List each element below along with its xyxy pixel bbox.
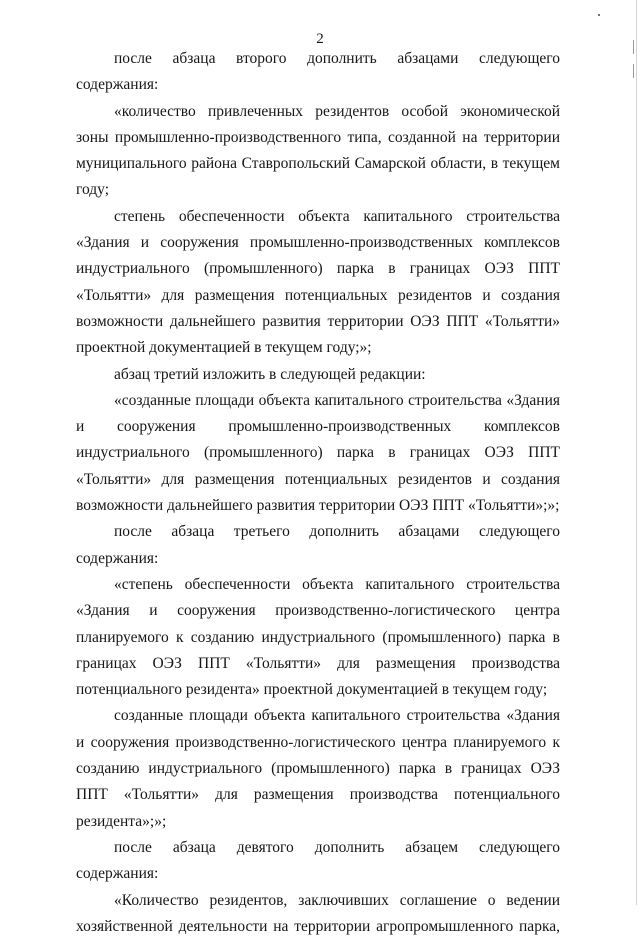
scan-edge-line	[636, 0, 637, 905]
paragraph: «Количество резидентов, заключивших соглашение о ведении хозяйственной деятельности на территории агропромышленного парка,	[76, 888, 560, 940]
paragraph: после абзаца второго дополнить абзацами следующего содержания:	[76, 46, 560, 99]
document-body	[76, 46, 560, 940]
scan-dust-mark	[598, 14, 600, 16]
paragraph: «созданные площади объекта капитального строительства «Здания и сооружения промышленно-производственных комплексов индустриального (промышленного) парка в границах ОЭЗ ППТ «Тольятти» для размещения потенциальных резидентов и создания возможности дальнейшего развития территории ОЭЗ ППТ «Тольятти»;»;	[76, 388, 560, 519]
paragraph: после абзаца девятого дополнить абзацем следующего содержания:	[76, 835, 560, 888]
paragraph: «степень обеспеченности объекта капитального строительства «Здания и сооружения производственно-логистического центра планируемого к созданию индустриального (промышленного) парка в границах ОЭЗ ППТ «Тольятти» для размещения производства потенциального резидента» проектной документацией в текущем году;	[76, 572, 560, 703]
paragraph: «количество привлеченных резидентов особой экономической зоны промышленно-производственного типа, созданной на территории муниципального района Ставропольский Самарской области, в текущем году;	[76, 99, 560, 204]
paragraph: степень обеспеченности объекта капитального строительства «Здания и сооружения промышленно-производственных комплексов индустриального (промышленного) парка в границах ОЭЗ ППТ «Тольятти» для размещения потенциальных резидентов и создания возможности дальнейшего развития территории ОЭЗ ППТ «Тольятти» проектной документацией в текущем году;»;	[76, 204, 560, 362]
paragraph: после абзаца третьего дополнить абзацами следующего содержания:	[76, 519, 560, 572]
page-number: 2	[0, 30, 640, 48]
paragraph: созданные площади объекта капитального строительства «Здания и сооружения производственно-логистического центра планируемого к созданию индустриального (промышленного) парка в границах ОЭЗ ППТ «Тольятти» для размещения производства потенциального резидента»;»;	[76, 703, 560, 834]
paragraph: абзац третий изложить в следующей редакции:	[76, 362, 560, 388]
scan-margin-mark	[633, 64, 634, 78]
